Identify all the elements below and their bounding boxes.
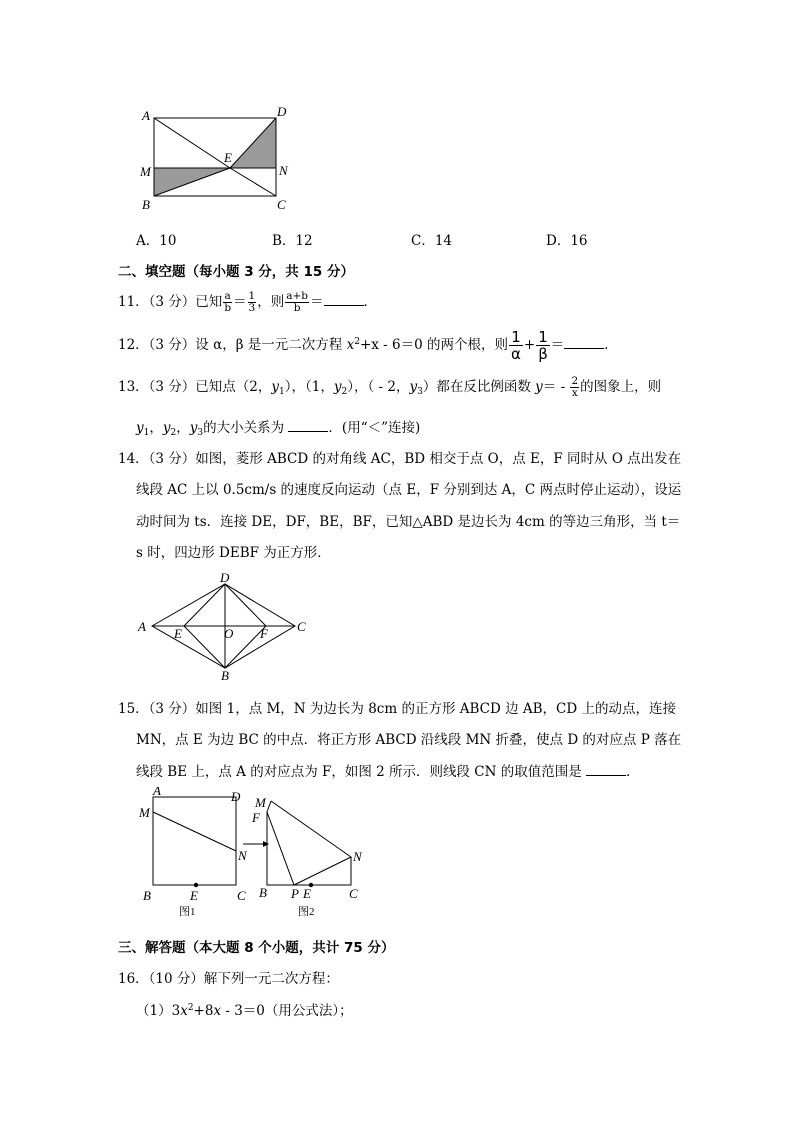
line-mn-fig1 xyxy=(153,812,236,851)
q13-text-c: ），（ - 2， xyxy=(347,379,410,395)
question-14-line2: 线段 AC 上以 0.5cm/s 的速度反向运动（点 E，F 分别到达 A，C 两点时停止运动），设运 xyxy=(136,482,682,498)
q13-y3: y xyxy=(409,379,418,395)
sup: 2 xyxy=(187,1003,194,1013)
option-b: B．12 xyxy=(272,233,313,249)
q11-frac-1-3 xyxy=(248,291,257,314)
question-15-line3 xyxy=(136,760,640,780)
line-ae xyxy=(154,118,230,168)
frac-num: 1 xyxy=(248,290,256,302)
label-D: D xyxy=(231,789,241,804)
option-a: A．10 xyxy=(136,233,177,249)
question-16-line2 xyxy=(136,999,353,1019)
label-C2: C xyxy=(349,886,358,901)
label-E: E xyxy=(190,888,198,903)
label-B: B xyxy=(143,888,151,903)
label-N2: N xyxy=(353,849,362,864)
label-M: M xyxy=(140,164,151,179)
q16-x: x xyxy=(180,1003,188,1019)
figure-q10-rectangle xyxy=(130,100,300,215)
label-E: E xyxy=(174,626,182,641)
frac-num: 1 xyxy=(509,329,523,346)
label-B: B xyxy=(142,197,150,212)
sub: 1 xyxy=(143,428,150,438)
q11-prefix: 11．（3 分）已知 xyxy=(118,294,223,310)
sub: 3 xyxy=(197,428,204,438)
label-F: F xyxy=(260,626,268,641)
q15-answer-blank xyxy=(586,763,626,776)
question-14-line1: 14．（3 分）如图，菱形 ABCD 的对角线 AC，BD 相交于点 O，点 E，F 同时从 O 点出发在 xyxy=(118,451,682,467)
q12-frac-1-beta xyxy=(536,329,550,362)
line-ec xyxy=(230,168,276,196)
question-15-line1: 15．（3 分）如图 1，点 M，N 为边长为 8cm 的正方形 ABCD 边 AB，CD 上的动点，连接 xyxy=(118,701,677,717)
sub: 3 xyxy=(417,387,423,397)
square-abcd xyxy=(153,797,236,885)
q12-prefix: 12．（3 分）设 α，β 是一元二次方程 xyxy=(118,337,347,353)
q12-sup2: 2 xyxy=(354,337,360,347)
q13-text-a: 13．（3 分）已知点（2， xyxy=(118,379,272,395)
label-E: E xyxy=(224,150,232,165)
label-M: M xyxy=(139,805,150,820)
section3-title: 三、解答题（本大题 8 个小题，共计 75 分） xyxy=(118,940,395,956)
q15-text: 线段 BE 上，点 A 的对应点为 F，如图 2 所示．则线段 CN 的取值范围是 xyxy=(136,764,587,780)
sub: 2 xyxy=(341,387,348,397)
question-11 xyxy=(118,290,377,314)
label-M2: M xyxy=(255,795,266,810)
label-N: N xyxy=(279,163,288,178)
label-F2: F xyxy=(252,810,260,825)
question-12: 12．（3 分）设 α，β 是一元二次方程 $x^2+x - 6=0$ 的两个根，则 $\frac{1}{\alpha}$ + $\frac{1}{\beta}$ ＝ ． xyxy=(118,328,618,363)
figure-q14-rhombus xyxy=(132,568,312,683)
frac-num: 1 xyxy=(536,329,550,346)
q13-text-g: 的大小关系为 xyxy=(203,420,289,436)
q13-text-e: ＝ - xyxy=(542,379,570,395)
q12-frac-1-alpha xyxy=(509,329,523,362)
question-15-line2: MN，点 E 为边 BC 的中点．将正方形 ABCD 沿线段 MN 折叠，使点 D 的对应点 P 落在 xyxy=(136,732,682,748)
q12-answer-blank xyxy=(564,336,604,349)
q16-text-b: +8 xyxy=(193,1003,214,1019)
label-E2: E xyxy=(303,886,311,901)
label-C: C xyxy=(237,888,246,903)
q12-rest: +x - 6＝0 的两个根，则 xyxy=(359,337,509,353)
q13-y3b: y xyxy=(189,420,198,436)
frac-den: b xyxy=(224,302,232,314)
label-O: O xyxy=(224,626,234,641)
label-B: B xyxy=(221,668,229,683)
q16-text-a: （1）3 xyxy=(136,1003,181,1019)
question-14-line4: s 时，四边形 DEBF 为正方形． xyxy=(136,545,331,561)
label-D: D xyxy=(277,104,287,119)
q13-answer-blank xyxy=(288,419,328,432)
frac-den: α xyxy=(511,345,521,363)
q16-text-c: - 3＝0（用公式法）； xyxy=(221,1003,353,1019)
label-A: A xyxy=(138,619,146,634)
question-16-line1: 16．（10 分）解下列一元二次方程： xyxy=(118,971,339,987)
q13-y2b: y xyxy=(162,420,171,436)
caption-figure1: 图1 xyxy=(179,906,196,918)
frac-den: 3 xyxy=(248,302,256,314)
frac-num: a+b xyxy=(286,290,309,302)
frac-den: β xyxy=(538,345,548,363)
q13-text-h: ．(用“＜”连接) xyxy=(328,420,421,436)
label-B2: B xyxy=(259,885,267,900)
q11-frac-ab-b xyxy=(285,291,309,314)
q11-mid: ，则 xyxy=(257,294,285,310)
q11-eq2: ＝ xyxy=(310,294,324,310)
arrow-head-icon xyxy=(263,841,269,847)
q13-frac-2-x xyxy=(570,376,579,399)
label-D: D xyxy=(220,570,230,585)
label-P2: P xyxy=(291,886,299,901)
q16-x2: x xyxy=(213,1003,222,1019)
question-13-line2 xyxy=(136,416,420,438)
frac-den: b xyxy=(293,302,301,314)
q13-y: y xyxy=(535,379,543,395)
label-C: C xyxy=(297,619,306,634)
q13-text-f: 的图象上，则 xyxy=(580,379,662,395)
q11-answer-blank xyxy=(324,293,364,306)
label-N: N xyxy=(238,848,247,863)
label-A: A xyxy=(142,108,150,123)
folded-shape-fig2 xyxy=(267,801,351,885)
sub: 1 xyxy=(279,387,285,397)
label-C: C xyxy=(277,197,286,212)
q13-y2: y xyxy=(333,379,342,395)
q13-text-b: ），（1， xyxy=(284,379,334,395)
question-14-line3: 动时间为 ts．连接 DE，DF，BE，BF，已知△ABD 是边长为 4cm 的等边三角形，当 t＝ xyxy=(136,514,681,530)
option-c: C．14 xyxy=(411,233,453,249)
frac-num: a xyxy=(224,290,231,302)
q13-y1b: y xyxy=(136,420,144,436)
q12-end: ． xyxy=(604,337,618,353)
q13-comma2: ， xyxy=(176,420,190,436)
label-A: A xyxy=(153,787,161,798)
caption-figure2: 图2 xyxy=(298,906,315,918)
q12-x: x xyxy=(346,337,355,353)
section2-title: 二、填空题（每小题 3 分，共 15 分） xyxy=(118,264,354,280)
option-d: D．16 xyxy=(546,233,588,249)
figure-q15 xyxy=(135,787,375,922)
sub: 2 xyxy=(170,428,177,438)
question-13-line1 xyxy=(118,375,661,399)
q11-frac-a-b xyxy=(223,291,232,314)
q13-comma: ， xyxy=(149,420,163,436)
q13-text-d: ）都在反比例函数 xyxy=(422,379,536,395)
frac-den: x xyxy=(571,387,578,399)
q11-end: ． xyxy=(363,294,378,310)
point-e-fig1 xyxy=(194,883,198,887)
q13-y1: y xyxy=(271,379,280,395)
frac-num: 2 xyxy=(571,375,579,387)
q11-eq: ＝ xyxy=(233,294,247,310)
q15-end: ． xyxy=(626,764,640,780)
